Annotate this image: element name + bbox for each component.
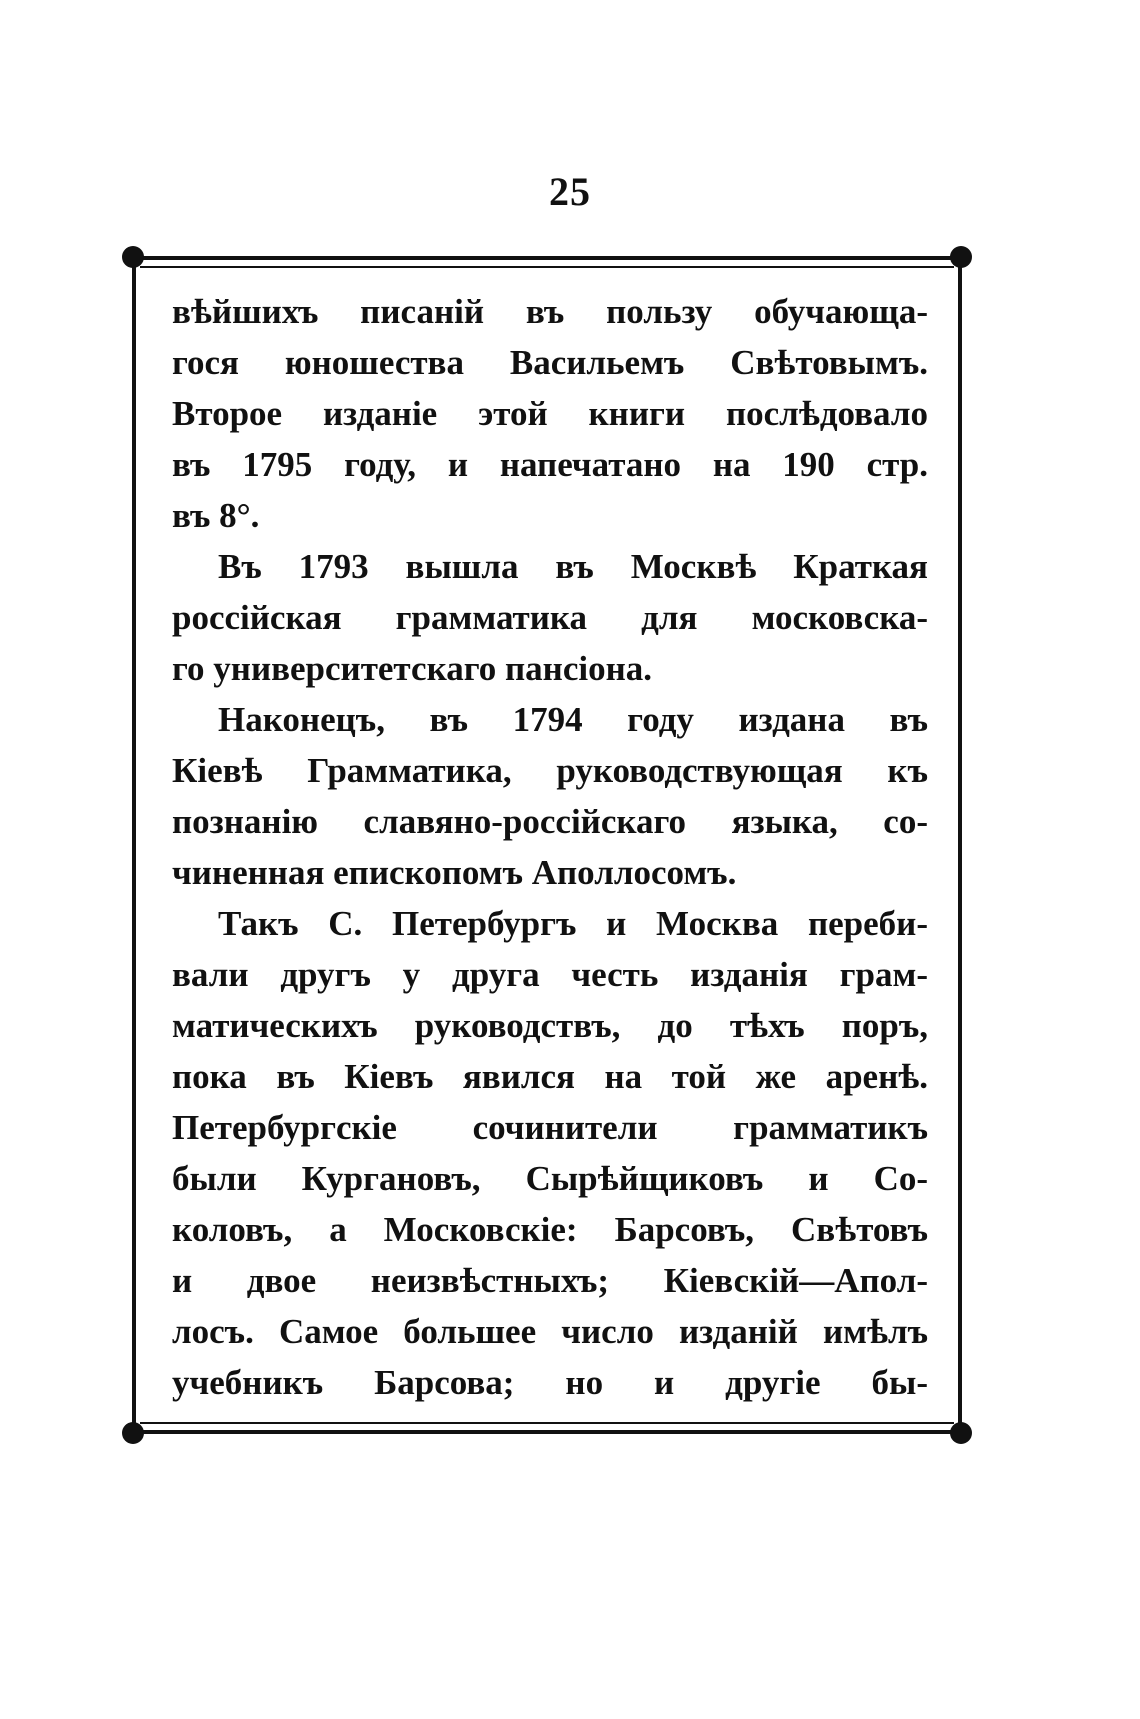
text-line: Петербургскіе сочинители грамматикъ bbox=[172, 1108, 928, 1147]
frame-inner-bottom-rule bbox=[140, 1422, 954, 1424]
text-line: Второе изданіе этой книги послѣдовало bbox=[172, 394, 928, 433]
text-line: лосъ. Самое большее число изданій имѣлъ bbox=[172, 1312, 928, 1351]
page-number: 25 bbox=[549, 169, 591, 214]
paragraph bbox=[172, 694, 928, 898]
corner-ornament-top-right bbox=[950, 246, 972, 268]
corner-ornament-bottom-right bbox=[950, 1422, 972, 1444]
text-line: пока въ Кіевъ явился на той же аренѣ. bbox=[172, 1057, 928, 1096]
text-line: учебникъ Барсова; но и другіе бы- bbox=[172, 1363, 928, 1402]
text-line: вали другъ у друга честь изданія грам- bbox=[172, 955, 928, 994]
text-line: матическихъ руководствъ, до тѣхъ поръ, bbox=[172, 1006, 928, 1045]
text-line: Кіевѣ Грамматика, руководствующая къ bbox=[172, 751, 928, 790]
corner-ornament-top-left bbox=[122, 246, 144, 268]
text-line: познанію славяно-россійскаго языка, со- bbox=[172, 802, 928, 841]
text-line: чиненная епископомъ Аполлосомъ. bbox=[172, 853, 737, 892]
text-line: вѣйшихъ писаній въ пользу обучающа- bbox=[172, 292, 928, 331]
text-line: въ 8°. bbox=[172, 496, 260, 535]
paragraph bbox=[172, 898, 928, 1408]
frame-inner-top-rule bbox=[140, 266, 954, 268]
text-line: россійская грамматика для московска- bbox=[172, 598, 928, 637]
text-line: были Кургановъ, Сырѣйщиковъ и Со- bbox=[172, 1159, 928, 1198]
paragraph bbox=[172, 541, 928, 694]
body-text bbox=[172, 286, 928, 1408]
paragraph bbox=[172, 286, 928, 541]
text-line: въ 1795 году, и напечатано на 190 стр. bbox=[172, 445, 928, 484]
text-line: коловъ, а Московскіе: Барсовъ, Свѣтовъ bbox=[172, 1210, 928, 1249]
text-line: Такъ С. Петербургъ и Москва переби- bbox=[218, 904, 928, 943]
text-line: гося юношества Васильемъ Свѣтовымъ. bbox=[172, 343, 928, 382]
corner-ornament-bottom-left bbox=[122, 1422, 144, 1444]
text-line: и двое неизвѣстныхъ; Кіевскій—Апол- bbox=[172, 1261, 928, 1300]
text-line: го университетскаго пансіона. bbox=[172, 649, 653, 688]
text-line: Наконецъ, въ 1794 году издана въ bbox=[218, 700, 928, 739]
text-line: Въ 1793 вышла въ Москвѣ Краткая bbox=[218, 547, 928, 586]
